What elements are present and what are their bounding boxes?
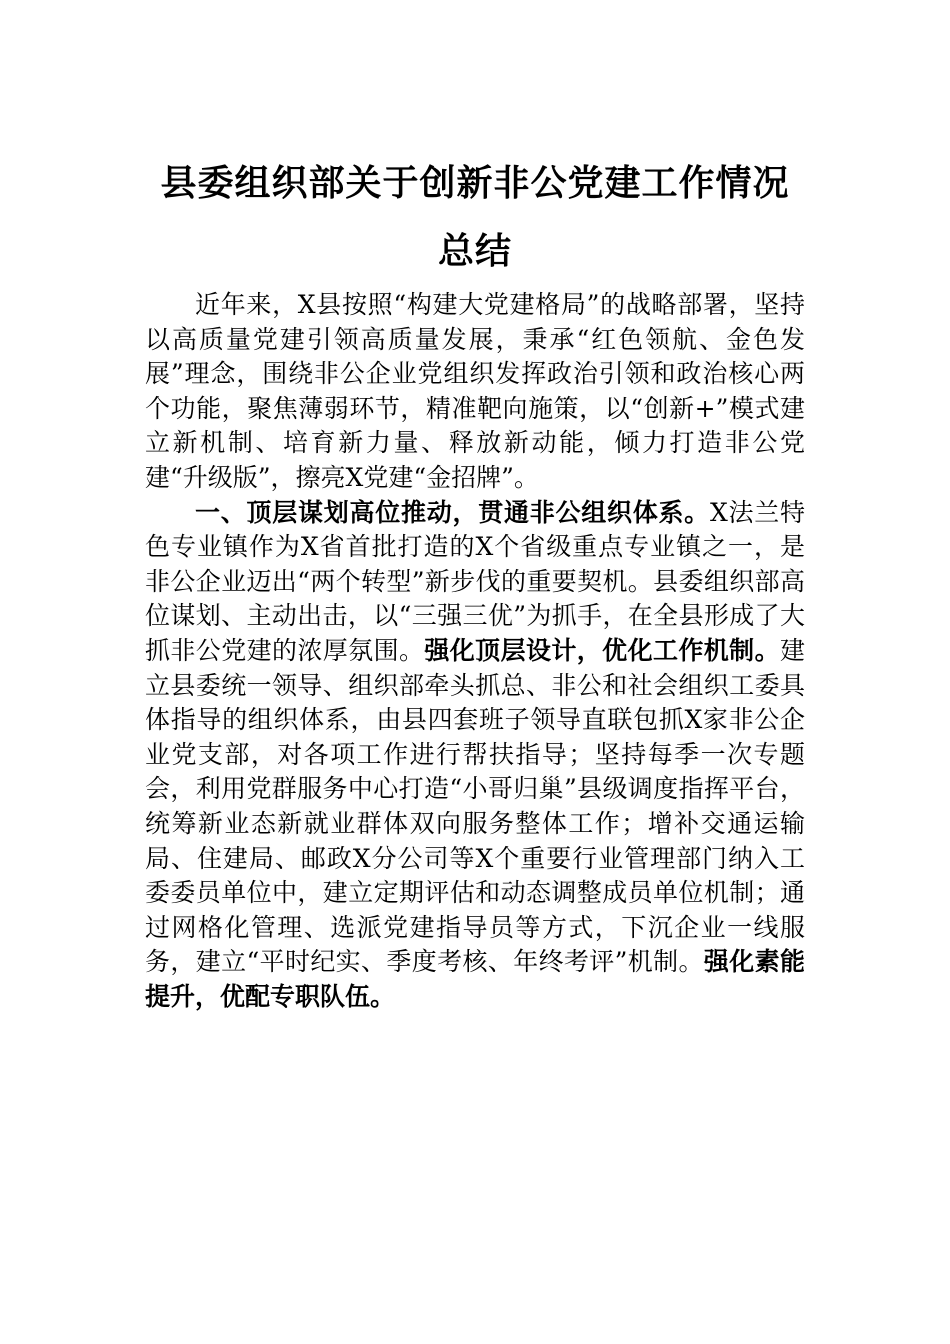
- paragraph-section-one: [145, 496, 805, 1015]
- paragraph-intro: [145, 288, 805, 496]
- subsection-heading: 强化顶层设计，优化工作机制。: [424, 635, 780, 665]
- document-body: [145, 288, 805, 1014]
- paragraph-text: 近年来，X县按照“构建大党建格局”的战略部署，坚持以高质量党建引领高质量发展，秉承“红色领航、金色发展”理念，围绕非公企业党组织发挥政治引领和政治核心两个功能，聚焦薄弱环节，精准靶向施策，以“创新+”模式建立新机制、培育新力量、释放新动能，倾力打造非公党建“升级版”，擦亮X党建“金招牌”。: [145, 290, 805, 492]
- subsection-heading: 强化素能提升，优配专职队伍。: [145, 947, 805, 1011]
- document-title: 县委组织部关于创新非公党建工作情况总结: [160, 163, 790, 272]
- paragraph-text: X法兰特色专业镇作为X省首批打造的X个省级重点专业镇之一，是非公企业迈出“两个转型”新步伐的重要契机。县委组织部高位谋划、主动出击，以“三强三优”为抓手，在全县形成了大抓非公党建的浓厚氛围。: [145, 497, 805, 665]
- paragraph-text: 建立县委统一领导、组织部牵头抓总、非公和社会组织工委具体指导的组织体系，由县四套班子领导直联包抓X家非公企业党支部，对各项工作进行帮扶指导；坚持每季一次专题会，利用党群服务中心打造“小哥归巢”县级调度指挥平台，统筹新业态新就业群体双向服务整体工作；增补交通运输局、住建局、邮政X分公司等X个重要行业管理部门纳入工委委员单位中，建立定期评估和动态调整成员单位机制；通过网格化管理、选派党建指导员等方式，下沉企业一线服务，建立“平时纪实、季度考核、年终考评”机制。: [145, 635, 805, 977]
- section-heading: 一、顶层谋划高位推动，贯通非公组织体系。: [195, 497, 710, 527]
